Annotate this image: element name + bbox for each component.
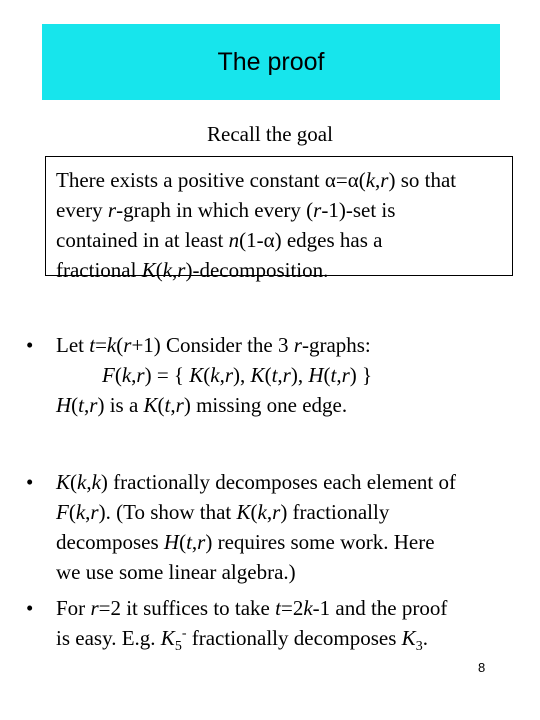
bullet-item-3	[26, 593, 526, 653]
goal-line-4: fractional K(k,r)-decomposition.	[56, 258, 329, 282]
bullet-3-line-2: is easy. E.g. $K_5^-$ fractionally decomposes $K_3$.	[56, 626, 428, 655]
goal-line-3: contained in at least n(1-α) edges has a	[56, 228, 383, 252]
slide-title: The proof	[217, 47, 325, 76]
bullet-item-2	[26, 467, 526, 587]
page-number: 8	[478, 660, 486, 675]
bullet-1-line-3: H(t,r) is a K(t,r) missing one edge.	[56, 393, 348, 417]
bullet-2-line-4: we use some linear algebra.)	[56, 560, 296, 584]
bullet-2-line-3: decomposes H(t,r) requires some work. Here	[56, 530, 435, 554]
goal-line-2: every r-graph in which every (r-1)-set is	[56, 198, 396, 222]
bullet-icon: •	[26, 333, 34, 357]
bullet-2-line-2: F(k,r). (To show that K(k,r) fractionally	[56, 500, 390, 524]
goal-line-1: There exists a positive constant α=α(k,r) so that	[56, 168, 457, 192]
goal-label: Recall the goal	[207, 122, 333, 146]
bullet-1-line-2: F(k,r) = { K(k,r), K(t,r), H(t,r) }	[102, 363, 373, 387]
title-banner	[42, 24, 500, 100]
bullet-icon: •	[26, 470, 34, 494]
bullet-icon: •	[26, 596, 34, 620]
goal-statement-box	[45, 156, 513, 282]
bullet-item-1	[26, 330, 526, 420]
bullet-1-line-1: Let t=k(r+1) Consider the 3 r-graphs:	[56, 333, 371, 357]
bullet-2-line-1: K(k,k) fractionally decomposes each element of	[56, 470, 457, 494]
bullet-3-line-1: For r=2 it suffices to take t=2k-1 and the proof	[56, 596, 448, 620]
